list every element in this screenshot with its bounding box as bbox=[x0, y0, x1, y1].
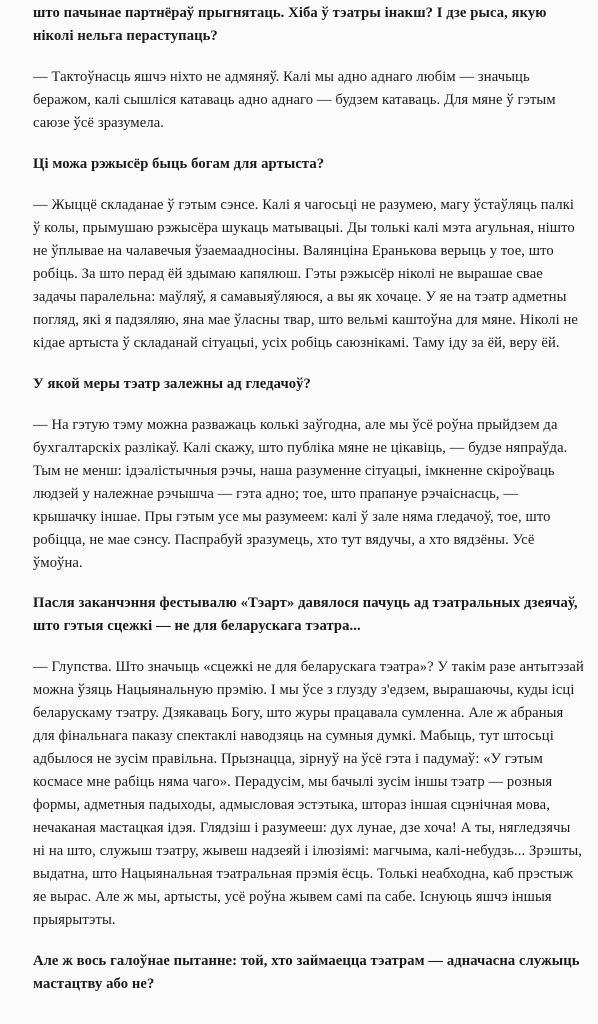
question-5: Але ж вось галоўнае пытанне: той, хто займаецца тэатрам — адначасна служыць мастацтву або не? bbox=[33, 953, 580, 992]
question-2: Ці можа рэжысёр быць богам для артыста? bbox=[33, 156, 325, 172]
answer-3: — На гэтую тэму можна разважаць колькі заўгодна, але мы ўсё роўна прыйдзем да бухгалтарскіх разлікаў. Калі скажу, што публіка мяне не цікавіць, — будзе няпраўда. Тым не менш: ідэалістычныя рэчы, наша разуменне сітуацыі, імкненне скіроўваць людзей у належнае рэчышча — гэта адно; тое, што прапануе рэчаіснасць, — крышачку іншае. Пры гэтым усе мы разумеем: калі ў зале няма гледачоў, тое, што робіцца, не мае сэнсу. Паспрабуй зразумець, хто тут вядучы, а хто вядзёны. Усё ўмоўна. bbox=[33, 417, 568, 571]
question-3: У якой меры тэатр залежны ад гледачоў? bbox=[33, 376, 311, 392]
answer-2: — Жыццё складанае ў гэтым сэнсе. Калі я чагосьці не разумею, магу ўстаўляць палкі ў колы, прымушаю рэжысёра шукаць матывацыі. Ды толькі калі мэта агульная, нішто не ўплывае на чалавечыя ўзаемаадносіны. Валянціна Еранькова верыць у тое, што робіць. За што перад ёй здымаю капялюш. Гэты рэжысёр ніколі не вырашае свае задачы паралельна: маўляў, я самавыяўляюся, а вы як хочаце. У яе на тэатр адметны погляд, які я падзяляю, яна мае ўласны твар, што вельмі каштоўна для мяне. Ніколі не кідае артыста ў складанай сітуацыі, усіх робіць саюзнікамі. Таму іду за ёй, веру ёй. bbox=[33, 197, 578, 351]
answer-4: — Глупства. Што значыць «сцежкі не для беларускага тэатра»? У такім разе антытэзай можна ўзяць Нацыянальную прэмію. І мы ўсе з глузду з'едзем, вырашаючы, куды ісці беларускаму тэатру. Дзякаваць Богу, што журы працавала сумленна. Але ж абраныя для фінальнага паказу спектаклі наводзяць на сумныя думкі. Мабыць, тут штосьці адбылося не зусім правільна. Прызнацца, зірнуў на ўсё гэта і падумаў: «У гэтым космасе мне рабіць няма чаго». Перадусім, мы бачылі зусім іншы тэатр — розныя формы, адметныя падыходы, адмысловая эстэтыка, штораз іншая сцэнічная мова, нечаканая мастацкая ідэя. Глядзіш і разумееш: дух лунае, дзе хоча! А ты, нягледзячы ні на што, служыш тэатру, жывеш надзеяй і ілюзіямі: магчыма, калі-небудзь... Зрэшты, выдатна, што Нацыянальная тэатральная прэмія ёсць. Толькі неабходна, каб прэстыж яе вырас. Але ж мы, артысты, усё роўна жывем самі па сабе. Існуюць яшчэ іншыя прыярытэты. bbox=[33, 659, 584, 928]
answer-1: — Тактоўнасць яшчэ ніхто не адмяняў. Калі мы адно аднаго любім — значыць беражом, калі сышліся катаваць адно аднаго — будзем катаваць. Для мяне ў гэтым саюзе ўсё зразумела. bbox=[33, 69, 556, 131]
question-4: Пасля заканчэння фестывалю «Тэарт» давялося пачуць ад тэатральных дзеячаў, што гэтыя сцежкі — не для беларускага тэатра... bbox=[33, 595, 578, 634]
question-1: што пачынае партнёраў прыгнятаць. Хіба ў тэатры інакш? І дзе рыса, якую ніколі нельга пераступаць? bbox=[33, 5, 547, 44]
